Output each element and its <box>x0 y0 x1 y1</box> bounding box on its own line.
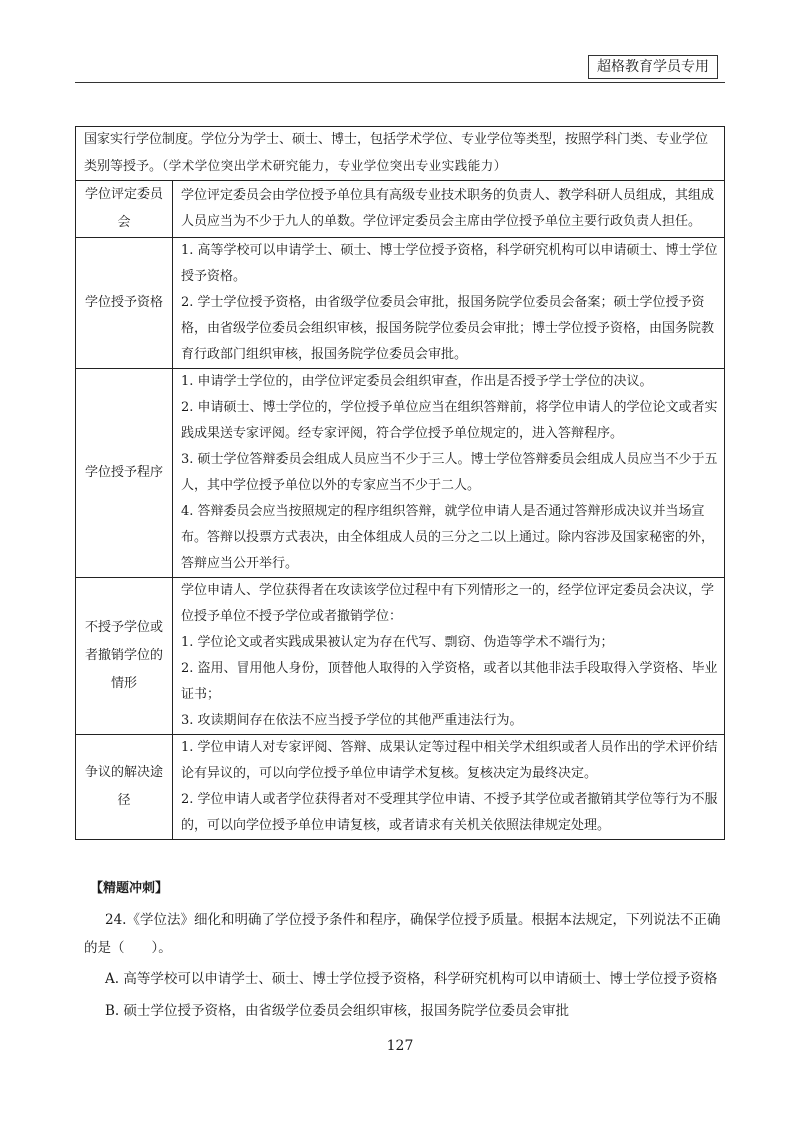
row-paragraph: 2. 盗用、冒用他人身份，顶替他人取得的入学资格，或者以其他非法手段取得入学资格、毕业证书； <box>181 661 718 702</box>
row-paragraph: 1. 高等学校可以申请学士、硕士、博士学位授予资格，科学研究机构可以申请硕士、博士学位授予资格。 <box>181 243 718 284</box>
row-paragraph: 2. 学位申请人或者学位获得者对不受理其学位申请、不授予其学位或者撤销其学位等行为不服的，可以向学位授予单位申请复核，或者请求有关机关依照法律规定处理。 <box>181 792 718 833</box>
table-row <box>76 238 725 369</box>
intro-cell <box>76 127 725 181</box>
row-paragraph: 4. 答辩委员会应当按照规定的程序组织答辩，就学位申请人是否通过答辩形成决议并当场宣布。答辩以投票方式表决，由全体组成人员的三分之二以上通过。除内容涉及国家秘密的外，答辩应当公开举行。 <box>181 504 715 571</box>
row-head-procedure: 学位授予程序 <box>76 369 173 578</box>
row-paragraph: 1. 学位论文或者实践成果被认定为存在代写、剽窃、伪造等学术不端行为； <box>181 635 614 650</box>
row-paragraph: 1. 学位申请人对专家评阅、答辩、成果认定等过程中相关学术组织或者人员作出的学术评价结论有异议的，可以向学位授予单位申请学术复核。复核决定为最终决定。 <box>181 740 718 781</box>
header-badge: 超格教育学员专用 <box>588 55 718 79</box>
row-paragraph: 3. 硕士学位答辩委员会组成人员应当不少于三人。博士学位答辩委员会组成人员应当不少于五人，其中学位授予单位以外的专家应当不少于二人。 <box>181 452 718 493</box>
row-body-dispute <box>173 735 725 840</box>
row-paragraph: 2. 申请硕士、博士学位的，学位授予单位应当在组织答辩前，将学位申请人的学位论文或者实践成果送专家评阅。经专家评阅，符合学位授予单位规定的，进入答辩程序。 <box>181 400 718 441</box>
question-stem: 24.《学位法》细化和明确了学位授予条件和程序，确保学位授予质量。根据本法规定，下列说法不正确的是（ ）。 <box>84 912 721 956</box>
row-paragraph: 学位评定委员会由学位授予单位具有高级专业技术职务的负责人、教学科研人员组成，其组成人员应当为不少于九人的单数。学位评定委员会主席由学位授予单位主要行政负责人担任。 <box>181 188 715 229</box>
intro-note: （学术学位突出学术研究能力，专业学位突出专业实践能力） <box>162 158 507 173</box>
row-paragraph: 1. 申请学士学位的，由学位评定委员会组织审查，作出是否授予学士学位的决议。 <box>181 374 653 389</box>
row-paragraph: 3. 攻读期间存在依法不应当授予学位的其他严重违法行为。 <box>181 713 523 728</box>
table-row <box>76 735 725 840</box>
row-paragraph: 2. 学士学位授予资格，由省级学位委员会审批，报国务院学位委员会备案；硕士学位授予资格，由省级学位委员会组织审核，报国务院学位委员会审批；博士学位授予资格，由国务院教育行政部门组织审核，报国务院学位委员会审批。 <box>181 295 715 362</box>
header-divider <box>75 82 725 83</box>
row-body-revocation <box>173 578 725 735</box>
row-head-committee: 学位评定委员会 <box>76 181 173 238</box>
row-body-committee <box>173 181 725 238</box>
table-row <box>76 369 725 578</box>
row-body-procedure <box>173 369 725 578</box>
option-a: A. 高等学校可以申请学士、硕士、博士学位授予资格，科学研究机构可以申请硕士、博士学位授予资格 <box>105 971 718 987</box>
row-head-dispute: 争议的解决途径 <box>76 735 173 840</box>
page-number: 127 <box>386 1038 414 1054</box>
section-title: 【精题冲刺】 <box>90 881 169 896</box>
table-row <box>76 578 725 735</box>
table-row-intro <box>76 127 725 181</box>
intro-text: 国家实行学位制度。学位分为学士、硕士、博士，包括学术学位、专业学位等类型，按照学科门类、专业学位类别等授予。 <box>84 132 709 174</box>
option-b: B. 硕士学位授予资格，由省级学位委员会组织审核，报国务院学位委员会审批 <box>105 1003 570 1019</box>
row-head-revocation: 不授予学位或者撤销学位的情形 <box>76 578 173 735</box>
degree-law-table <box>75 126 725 840</box>
row-paragraph: 学位申请人、学位获得者在攻读该学位过程中有下列情形之一的，经学位评定委员会决议，学位授予单位不授予学位或者撤销学位： <box>181 583 715 624</box>
row-body-qualification <box>173 238 725 369</box>
table-row <box>76 181 725 238</box>
row-head-qualification: 学位授予资格 <box>76 238 173 369</box>
